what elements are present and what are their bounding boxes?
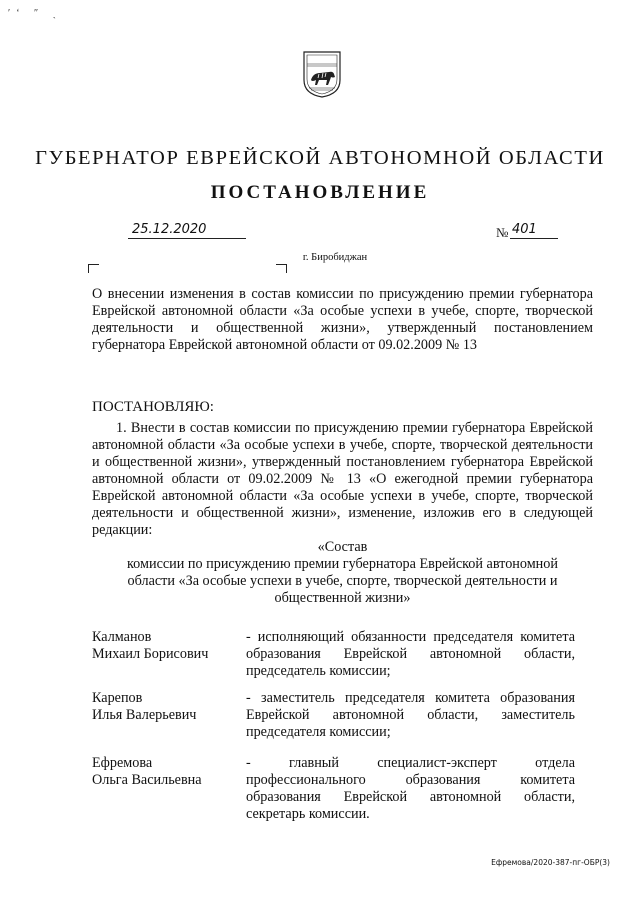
member-surname: Карепов — [92, 690, 143, 706]
member-surname: Ефремова — [92, 755, 153, 771]
member-given-name: Ольга Васильевна — [92, 772, 202, 788]
document-subject: О внесении изменения в состав комиссии по присуждению премии губернатора Еврейской автономной области «За особые успехи в учебе, спорте, творческой деятельности и общественной жизни», утвержденный постановлением губернатора Еврейской автономной области от 09.02.2009 № 13 — [92, 286, 593, 353]
member-name — [92, 690, 242, 724]
document-number: 401 — [510, 222, 558, 239]
member-role: - исполняющий обязанности председателя комитета образования Еврейской автономной области, председатель комиссии; — [246, 629, 575, 679]
issuer-title: ГУБЕРНАТОР ЕВРЕЙСКОЙ АВТОНОМНОЙ ОБЛАСТИ — [35, 147, 605, 169]
member-given-name: Михаил Борисович — [92, 646, 209, 662]
member-surname: Калманов — [92, 629, 152, 645]
member-given-name: Илья Валерьевич — [92, 707, 197, 723]
document-body — [92, 420, 593, 607]
document-type: ПОСТАНОВЛЕНИЕ — [210, 182, 430, 203]
coat-of-arms-icon — [302, 50, 342, 98]
paragraph-1: 1. Внести в состав комиссии по присуждению премии губернатора Еврейской автономной области «За особые успехи в учебе, спорте, творческой деятельности и общественной жизни», утвержденный постановлением губернатора Еврейской автономной области от 09.02.2009 № 13 «О ежегодной премии губернатора Еврейской автономной области «За особые успехи в учебе, спорте, творческой деятельности и общественной жизни», изменение, изложив его в следующей редакции: — [92, 420, 593, 538]
subject-bracket-left — [88, 264, 99, 273]
composition-subheading: комиссии по присуждению премии губернатора Еврейской автономной области «За особые успехи в учебе, спорте, творческой деятельности и общественной жизни» — [127, 556, 558, 606]
footer-reference: Ефремова/2020-387-пг-ОБР(3) — [491, 858, 610, 867]
member-role: - заместитель председателя комитета образования Еврейской автономной области, заместитель председателя комиссии; — [246, 690, 575, 740]
document-city: г. Биробиджан — [302, 252, 368, 263]
scan-corner-marks: ′ʻ ″ ˏ — [8, 8, 63, 19]
subject-bracket-right — [276, 264, 287, 273]
member-role: - главный специалист-эксперт отдела профессионального образования комитета образования Еврейской автономной области, секретарь комиссии. — [246, 755, 575, 822]
number-label: № — [496, 225, 509, 240]
document-date: 25.12.2020 — [128, 222, 246, 239]
member-name — [92, 629, 242, 663]
member-name — [92, 755, 242, 789]
resolve-label: ПОСТАНОВЛЯЮ: — [92, 399, 214, 415]
composition-heading: «Состав — [317, 539, 368, 555]
